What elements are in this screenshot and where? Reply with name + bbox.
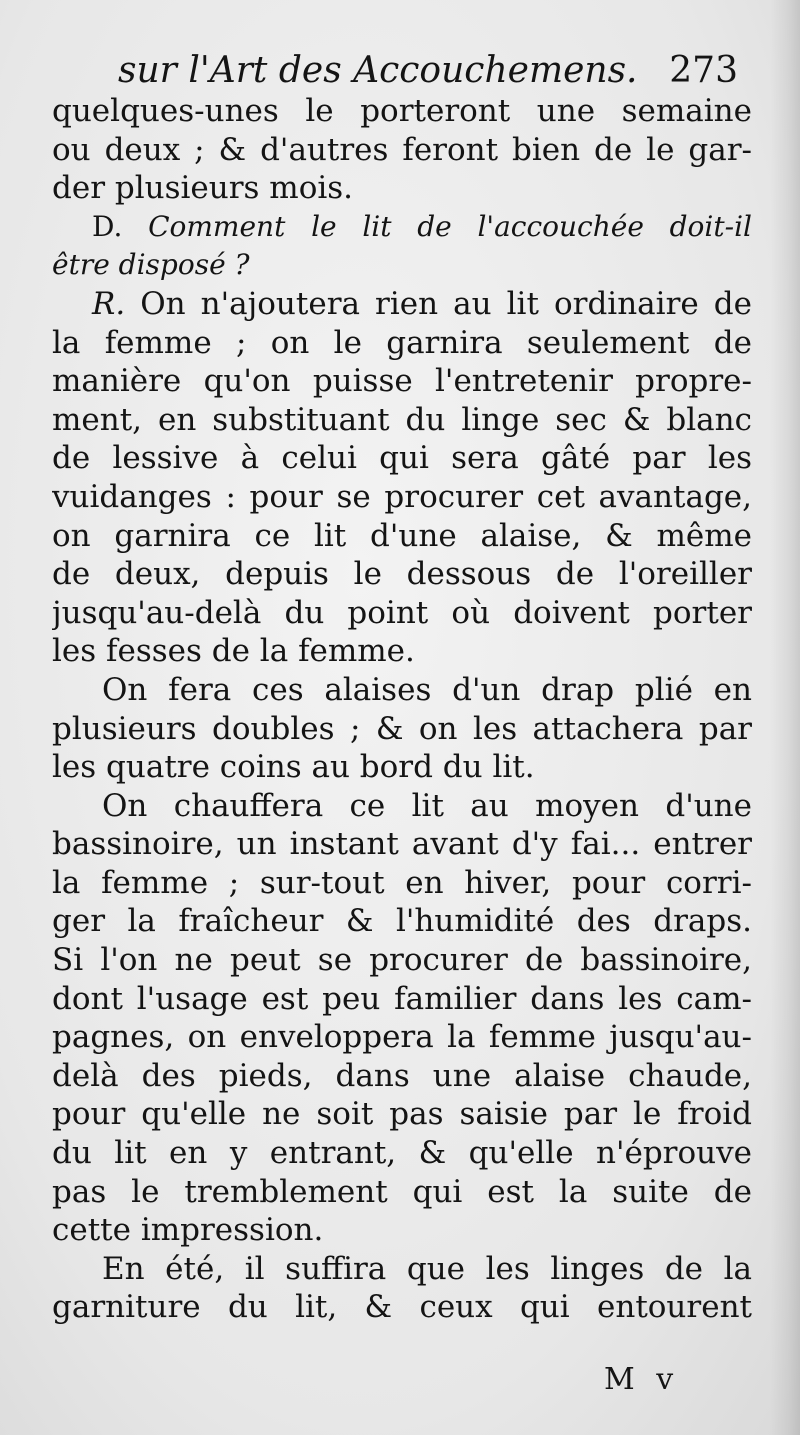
answer-line (52, 285, 752, 324)
text-line: dont l'usage est peu familier dans les cam- (52, 980, 752, 1017)
text-line: ment, en substituant du linge sec & blanc (52, 401, 752, 438)
page-edge-shadow (770, 0, 800, 1435)
text-line: du lit en y entrant, & qu'elle n'éprouve (52, 1135, 752, 1172)
text-line: garniture du lit, & ceux qui entourent (52, 1289, 752, 1326)
page-number: 273 (669, 50, 738, 91)
answer-marker: R. (92, 285, 126, 322)
text-line: pagnes, on enveloppera la femme jusqu'au- (52, 1019, 752, 1056)
text-line: ger la fraîcheur & l'humidité des draps. (52, 903, 752, 940)
text-line: ou deux ; & d'autres feront bien de le gar- (52, 131, 752, 168)
question-line: être disposé ? (52, 248, 250, 282)
text-line: On fera ces alaises d'un drap plié en (102, 671, 752, 708)
text-line: On chauffera ce lit au moyen d'une (102, 787, 752, 824)
text-line: on garnira ce lit d'une alaise, & même (52, 517, 752, 554)
text-line: pour qu'elle ne soit pas saisie par le froid (52, 1096, 752, 1133)
text-line: de lessive à celui qui sera gâté par les (52, 440, 752, 477)
running-title: sur l'Art des Accouchemens. (118, 50, 638, 91)
text-line: bassinoire, un instant avant d'y fai... entrer (52, 826, 752, 863)
text-line: vuidanges : pour se procurer cet avantage, (52, 478, 752, 515)
text-line: der plusieurs mois. (52, 170, 354, 207)
text-line: En été, il suffira que les linges de la (102, 1250, 752, 1287)
text-line: cette impression. (52, 1212, 324, 1249)
text-line: delà des pieds, dans une alaise chaude, (52, 1057, 752, 1094)
text-line: les fesses de la femme. (52, 633, 415, 670)
text-line: la femme ; sur-tout en hiver, pour corri- (52, 864, 752, 901)
answer-text: On n'ajoutera rien au lit ordinaire de (125, 285, 752, 322)
question-text: Comment le lit de l'accouchée doit-il (122, 209, 752, 243)
text-line: pas le tremblement qui est la suite de (52, 1173, 752, 1210)
text-line: quelques-unes le porteront une semaine (52, 93, 752, 129)
text-line: plusieurs doubles ; & on les attachera par (52, 710, 752, 747)
text-line: de deux, depuis le dessous de l'oreiller (52, 556, 752, 593)
text-line: les quatre coins au bord du lit. (52, 749, 535, 786)
signature-mark: M v (604, 1362, 680, 1397)
text-line: Si l'on ne peut se procurer de bassinoire, (52, 942, 752, 979)
text-line: manière qu'on puisse l'entretenir propre- (52, 363, 752, 400)
body-text (52, 92, 752, 1327)
question-marker: D. (92, 209, 123, 243)
text-line: jusqu'au-delà du point où doivent porter (52, 594, 752, 631)
text-line: la femme ; on le garnira seulement de (52, 324, 752, 361)
question-line (52, 208, 752, 247)
